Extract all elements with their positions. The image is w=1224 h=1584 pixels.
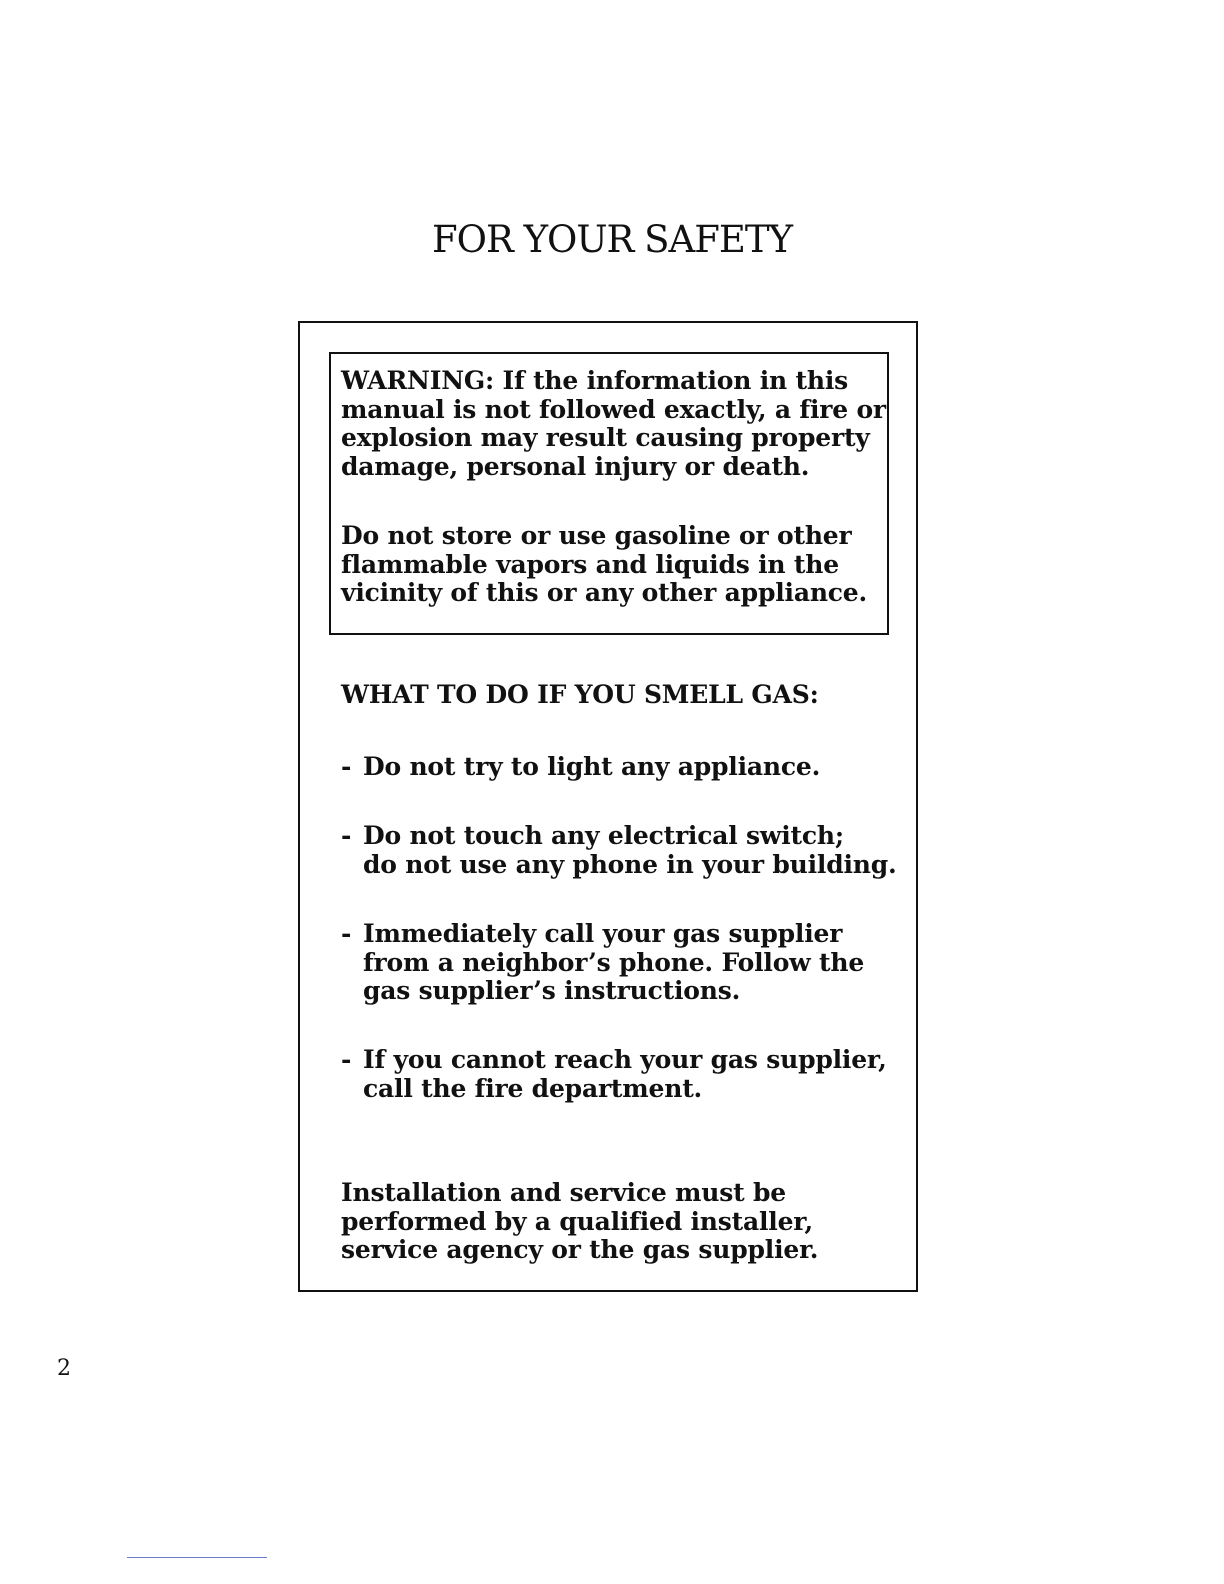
gas-instruction-item xyxy=(341,822,897,879)
storage-line: flammable vapors and liquids in the xyxy=(341,549,839,579)
item-line: call the fire department. xyxy=(363,1073,703,1103)
gas-heading: WHAT TO DO IF YOU SMELL GAS: xyxy=(341,680,819,709)
footer-rule xyxy=(127,1557,267,1558)
bullet-dash: - xyxy=(341,1045,352,1074)
gas-instruction-item xyxy=(341,1046,887,1103)
item-line: Immediately call your gas supplier xyxy=(363,919,843,948)
gas-instruction-item xyxy=(341,920,864,1006)
bullet-dash: - xyxy=(341,821,352,850)
bullet-dash: - xyxy=(341,752,352,781)
item-line: gas supplier’s instructions. xyxy=(363,976,741,1005)
warning-line: manual is not followed exactly, a fire or xyxy=(341,394,886,424)
bullet-dash: - xyxy=(341,919,352,948)
item-line: Do not touch any electrical switch; xyxy=(363,821,844,850)
item-line: Do not try to light any appliance. xyxy=(363,752,821,781)
item-line: do not use any phone in your building. xyxy=(363,849,897,879)
page-title: FOR YOUR SAFETY xyxy=(431,218,793,261)
warning-line: WARNING: If the information in this xyxy=(341,366,849,395)
warning-line: damage, personal injury or death. xyxy=(341,451,810,481)
item-line: from a neighbor’s phone. Follow the xyxy=(363,947,865,977)
gas-instruction-item xyxy=(341,753,820,782)
installation-line: service agency or the gas supplier. xyxy=(341,1235,819,1264)
warning-line: explosion may result causing property xyxy=(341,423,870,452)
storage-line: Do not store or use gasoline or other xyxy=(341,521,852,550)
installation-text xyxy=(341,1179,818,1265)
installation-line: Installation and service must be xyxy=(341,1178,786,1207)
warning-text xyxy=(341,367,886,481)
storage-warning-text xyxy=(341,522,867,608)
page-number: 2 xyxy=(57,1356,71,1381)
storage-line: vicinity of this or any other appliance. xyxy=(341,578,868,607)
installation-line: performed by a qualified installer, xyxy=(341,1206,813,1236)
item-line: If you cannot reach your gas supplier, xyxy=(363,1045,887,1074)
